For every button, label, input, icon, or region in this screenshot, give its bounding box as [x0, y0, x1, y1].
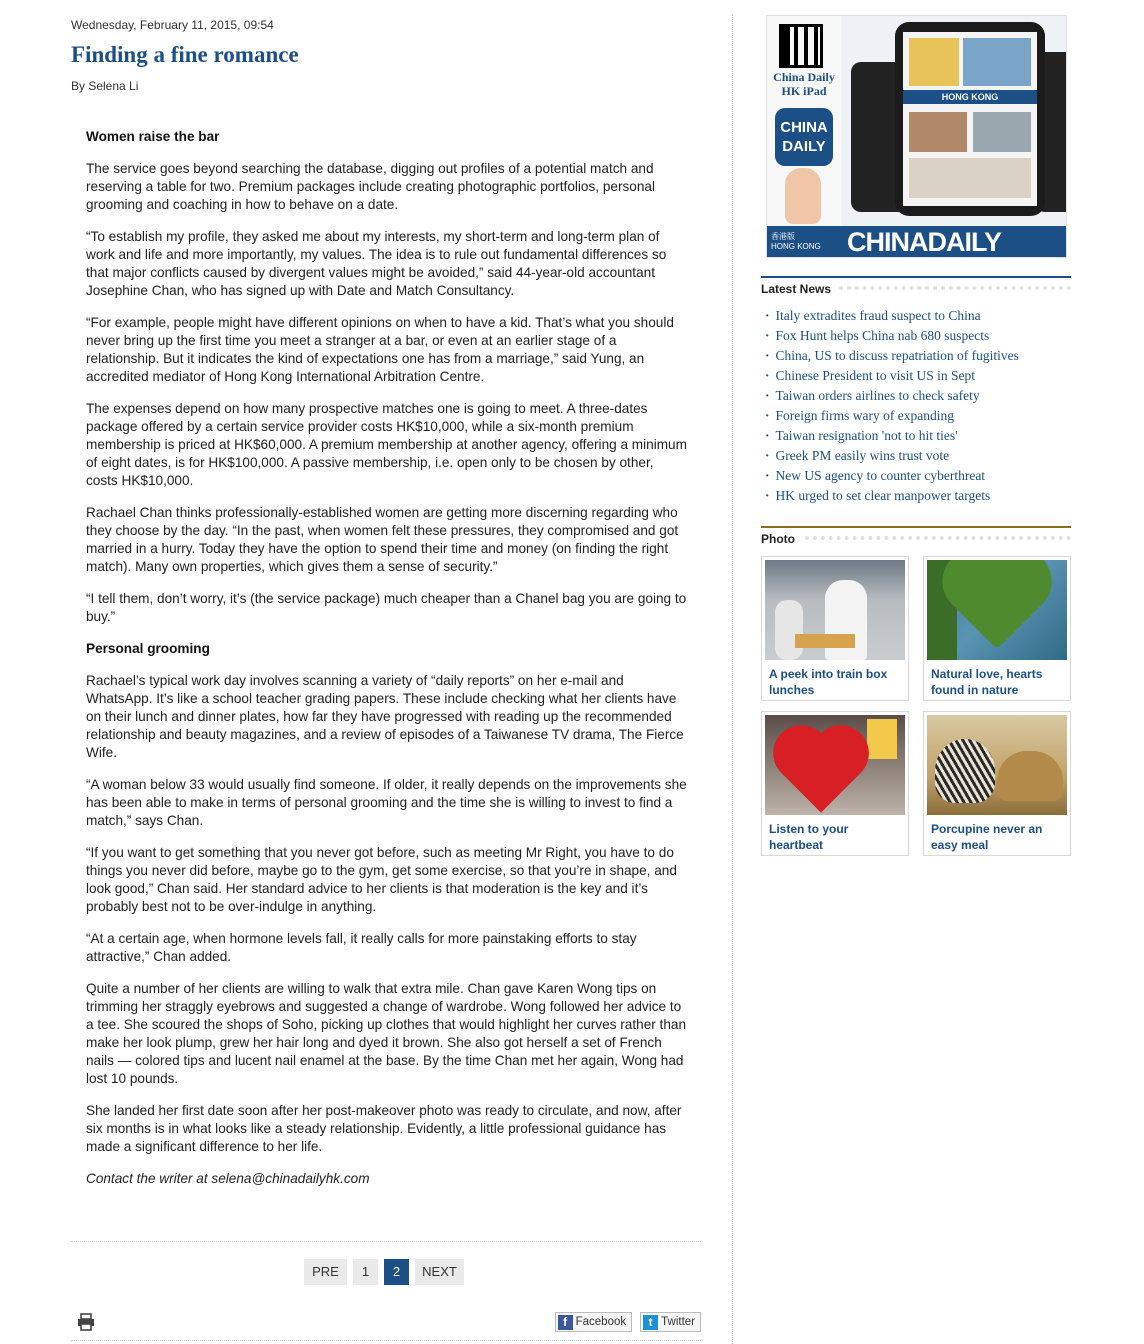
article-title: Finding a fine romance [71, 42, 299, 67]
photo-card-train-box-lunches[interactable] [761, 556, 909, 701]
photo-caption[interactable]: Natural love, hearts found in nature [931, 667, 1043, 697]
share-bar [555, 1312, 701, 1332]
latest-news-list [765, 307, 1019, 507]
ad-brand-text [771, 70, 837, 98]
paragraph: “If you want to get something that you never got before, such as meeting Mr Right, you have to do things you never did before, maybe go to the gym, get some exercise, so that you’re in shape, and look good,” Chan said. Her standard advice to her clients is that moderation is the key and it’s probably best not to be over-indulge in anything. [86, 845, 677, 914]
divider [71, 1241, 701, 1242]
paragraph: The expenses depend on how many prospective matches one is going to meet. A three-dates package offered by a certain service provider costs HK$10,000, while a six-month premium membership is priced at HK$60,000. A premium membership at another agency, offering a minimum of eight dates, is for HK$100,000. A passive membership, i.e. open only to be chosen by other, costs HK$10,000. [86, 401, 687, 488]
photo-thumbnail[interactable] [927, 715, 1067, 815]
banner-edition-en: HONG KONG [771, 242, 821, 251]
pagination-page-2-current[interactable]: 2 [384, 1259, 409, 1285]
twitter-share-button[interactable] [640, 1312, 701, 1332]
article-dateline: Wednesday, February 11, 2015, 09:54 [71, 18, 274, 32]
china-daily-app-logo [775, 108, 833, 166]
print-icon[interactable] [77, 1313, 95, 1331]
latest-news-link[interactable]: · Greek PM easily wins trust vote [765, 447, 1019, 467]
divider [71, 1340, 701, 1341]
column-divider [732, 15, 733, 1344]
ad-brand-line2: HK iPad [781, 84, 827, 98]
pagination [304, 1259, 464, 1285]
twitter-icon: t [643, 1315, 658, 1330]
article-body [86, 128, 688, 1202]
latest-news-link[interactable]: · Italy extradites fraud suspect to China [765, 307, 1019, 327]
paragraph: Rachael Chan thinks professionally-established women are getting more discerning regarding who they choose by the day. “In the past, when women felt these pressures, they compromised and got married in a hurry. Today they have the option to spend their time and money (on finding the right match). Many own properties, which gives them a sense of security.” [86, 505, 679, 574]
banner-edition [771, 232, 821, 252]
paragraph: The service goes beyond searching the database, digging out profiles of a potential match and reserving a table for two. Premium packages include creating photographic portfolios, personal grooming and coaching in how to behave on a date. [86, 161, 655, 212]
photo-thumbnail[interactable] [765, 560, 905, 660]
ad-left-panel [767, 16, 841, 228]
photo-thumbnail[interactable] [765, 715, 905, 815]
photo-card-hearts-in-nature[interactable] [923, 556, 1071, 701]
subheading-women-raise-the-bar: Women raise the bar [86, 129, 220, 144]
facebook-icon: f [558, 1315, 573, 1330]
tablet-screen [903, 32, 1037, 206]
pagination-next-button[interactable]: NEXT [415, 1259, 464, 1285]
twitter-label: Twitter [661, 1316, 695, 1328]
subheading-personal-grooming: Personal grooming [86, 641, 210, 656]
writer-contact: Contact the writer at selena@chinadailyhk.com [86, 1171, 370, 1186]
latest-news-link[interactable]: · Chinese President to visit US in Sept [765, 367, 1019, 387]
latest-news-link[interactable]: · Taiwan orders airlines to check safety [765, 387, 1019, 407]
paragraph: “A woman below 33 would usually find someone. If older, it really depends on the improvements she has been able to make in terms of personal grooming and the time she is willing to invest to find a match,” says Chan. [86, 777, 687, 828]
paragraph: “I tell them, don’t worry, it’s (the service package) much cheaper than a Chanel bag you are going to buy.” [86, 591, 687, 624]
latest-news-link[interactable]: · HK urged to set clear manpower targets [765, 487, 1019, 507]
paragraph: “At a certain age, when hormone levels fall, it really calls for more painstaking efforts to stay attractive,” Chan added. [86, 931, 637, 964]
tablet-masthead: HONG KONG [903, 90, 1037, 104]
ad-logo-line2: DAILY [782, 138, 826, 155]
banner-edition-cn: 香港版 [771, 232, 795, 241]
facebook-share-button[interactable] [555, 1312, 633, 1332]
qr-code-icon [779, 24, 823, 68]
latest-news-link[interactable]: · Taiwan resignation 'not to hit ties' [765, 427, 1019, 447]
photo-caption[interactable]: A peek into train box lunches [769, 667, 888, 697]
paragraph: “To establish my profile, they asked me about my interests, my short-term and long-term plan of work and life and more importantly, my values. The idea is to rule out fundamental differences so that major conflicts caused by divergent values might be avoided,” said 44-year-old accountant Josephine Chan, who has signed up with Date and Match Consultancy. [86, 229, 667, 298]
latest-news-header [761, 276, 1071, 294]
photo-header [761, 526, 1071, 544]
latest-news-link[interactable]: · Foreign firms wary of expanding [765, 407, 1019, 427]
paragraph: Quite a number of her clients are willing to walk that extra mile. Chan gave Karen Wong tips on trimming her straggly eyebrows and suggested a change of wardrobe. Wong followed her advice to a tee. She scoured the shops of Soho, picking up clothes that would highlight her curves rather than make her look plump, grew her hair long and dyed it brown. She also got herself a set of French nails — colored tips and lucent nail enamel at the base. By the time Chan met her again, Wong had lost 10 pounds. [86, 981, 687, 1086]
pagination-page-1[interactable]: 1 [353, 1259, 378, 1285]
ipad-app-ad-banner[interactable] [766, 15, 1067, 258]
photo-caption[interactable]: Listen to your heartbeat [769, 822, 849, 852]
photo-thumbnail[interactable] [927, 560, 1067, 660]
photo-caption[interactable]: Porcupine never an easy meal [931, 822, 1043, 852]
china-daily-masthead-banner [767, 226, 1066, 257]
photo-card-porcupine[interactable] [923, 711, 1071, 856]
latest-news-link[interactable]: · China, US to discuss repatriation of fugitives [765, 347, 1019, 367]
ad-brand-line1: China Daily [773, 70, 835, 84]
pagination-prev-button[interactable]: PRE [304, 1259, 347, 1285]
latest-news-link[interactable]: · Fox Hunt helps China nab 680 suspects [765, 327, 1019, 347]
paragraph: Rachael’s typical work day involves scanning a variety of “daily reports” on her e-mail and WhatsApp. It’s like a school teacher grading papers. These include checking what her clients have on their lunch and dinner plates, how far they have progressed with reading up the recommended relationship and beauty magazines, and a review of episodes of a Taiwanese TV drama, The Fierce Wife. [86, 673, 684, 760]
photo-label: Photo [761, 532, 801, 546]
tablet-image [895, 22, 1045, 216]
article-byline: By Selena Li [71, 79, 139, 93]
ad-logo-line1: CHINA [780, 119, 828, 136]
latest-news-link[interactable]: · New US agency to counter cyberthreat [765, 467, 1019, 487]
paragraph: “For example, people might have different opinions on when to have a kid. That’s what you should never bring up the first time you meet a stranger at a bar, or even at an earlier stage of a relationship. But it indicates the kind of expectations one has from a marriage,” said Yung, an accredited mediator of Hong Kong International Arbitration Centre. [86, 315, 674, 384]
facebook-label: Facebook [575, 1316, 627, 1328]
paragraph: She landed her first date soon after her post-makeover photo was ready to circulate, and now, after six months is in what looks like a steady relationship. Evidently, a little professional guidance has made a significant difference to her life. [86, 1103, 682, 1154]
pointing-finger-icon [785, 168, 821, 224]
banner-masthead: CHINADAILY [847, 227, 1002, 257]
photo-card-heartbeat[interactable] [761, 711, 909, 856]
latest-news-label: Latest News [761, 282, 837, 296]
